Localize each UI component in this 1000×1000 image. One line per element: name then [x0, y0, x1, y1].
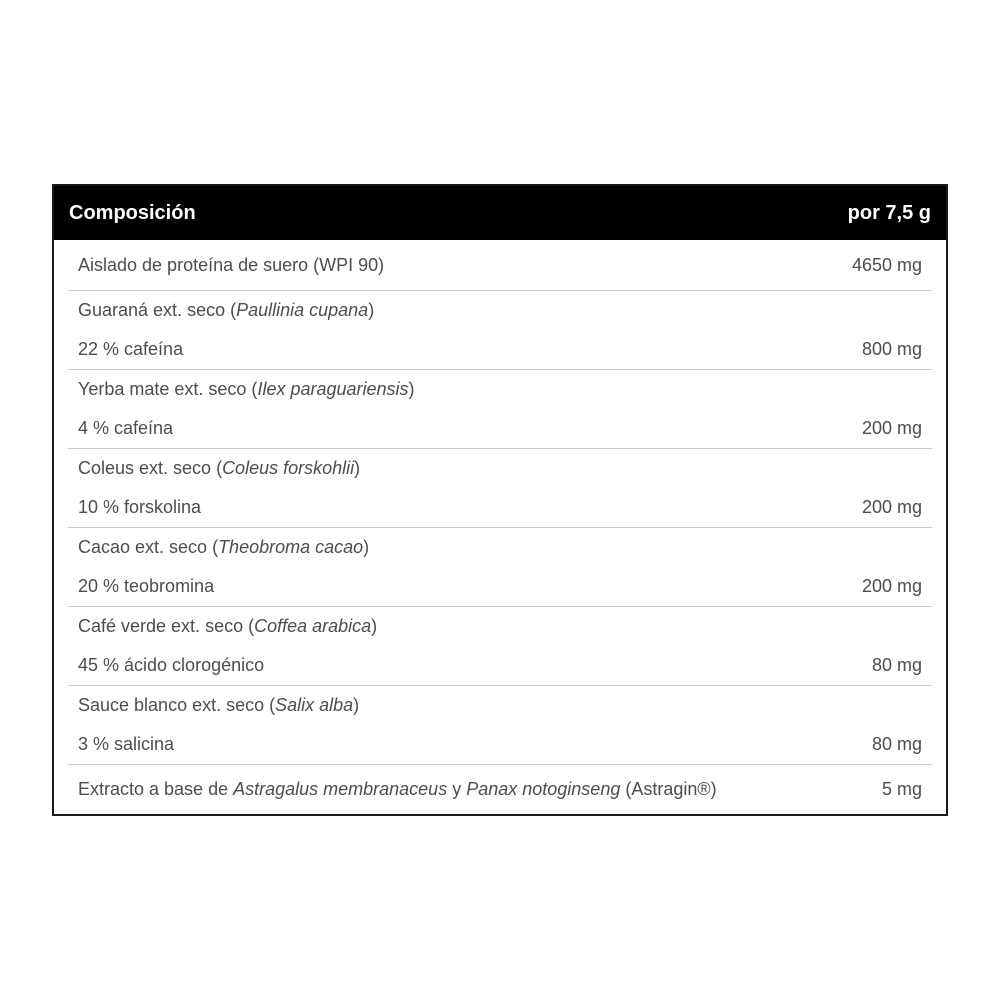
table-row-line — [68, 607, 932, 646]
ingredient-name: 3 % salicina — [78, 734, 175, 754]
table-row-line — [68, 240, 932, 290]
table-row — [68, 448, 932, 527]
ingredient-amount: 800 mg — [861, 339, 922, 359]
ingredient-name: 45 % ácido clorogénico — [78, 655, 265, 675]
ingredient-name: Extracto a base de Astragalus membranaceus y Panax notoginseng (Astragin®) — [78, 779, 717, 799]
table-row-line — [68, 528, 932, 567]
table-row — [68, 764, 932, 814]
ingredient-name: Café verde ext. seco (Coffea arabica) — [78, 616, 378, 636]
serving-size-label: por 7,5 g — [847, 201, 931, 224]
table-row-line — [68, 488, 932, 527]
table-row-line — [68, 725, 932, 764]
table-title: Composición — [69, 201, 196, 224]
table-row-line — [68, 330, 932, 369]
ingredient-amount: 4650 mg — [851, 254, 922, 275]
ingredient-amount: 200 mg — [861, 418, 922, 438]
table-row-line — [68, 291, 932, 330]
table-row-line — [68, 765, 932, 814]
ingredient-name: 20 % teobromina — [78, 576, 215, 596]
ingredient-name: 4 % cafeína — [78, 418, 174, 438]
ingredient-amount: 80 mg — [871, 655, 922, 675]
table-row — [68, 527, 932, 606]
table-row-line — [68, 567, 932, 606]
table-row-line — [68, 449, 932, 488]
table-row-line — [68, 409, 932, 448]
table-body — [54, 240, 946, 814]
ingredient-name: 22 % cafeína — [78, 339, 184, 359]
ingredient-name: Sauce blanco ext. seco (Salix alba) — [78, 695, 360, 715]
ingredient-name: Coleus ext. seco (Coleus forskohlii) — [78, 458, 361, 478]
ingredient-name: 10 % forskolina — [78, 497, 202, 517]
ingredient-name: Aislado de proteína de suero (WPI 90) — [78, 254, 385, 275]
ingredient-name: Guaraná ext. seco (Paullinia cupana) — [78, 300, 375, 320]
table-row — [68, 606, 932, 685]
ingredient-amount: 200 mg — [861, 497, 922, 517]
table-row — [68, 240, 932, 290]
table-row — [68, 369, 932, 448]
composition-table — [52, 184, 948, 816]
table-row-line — [68, 370, 932, 409]
ingredient-name: Yerba mate ext. seco (Ilex paraguariensis) — [78, 379, 415, 399]
ingredient-amount: 80 mg — [871, 734, 922, 754]
table-row-line — [68, 686, 932, 725]
ingredient-name: Cacao ext. seco (Theobroma cacao) — [78, 537, 370, 557]
ingredient-amount: 200 mg — [861, 576, 922, 596]
ingredient-amount: 5 mg — [881, 779, 922, 799]
table-row — [68, 290, 932, 369]
table-header — [54, 186, 946, 240]
table-row — [68, 685, 932, 764]
table-row-line — [68, 646, 932, 685]
